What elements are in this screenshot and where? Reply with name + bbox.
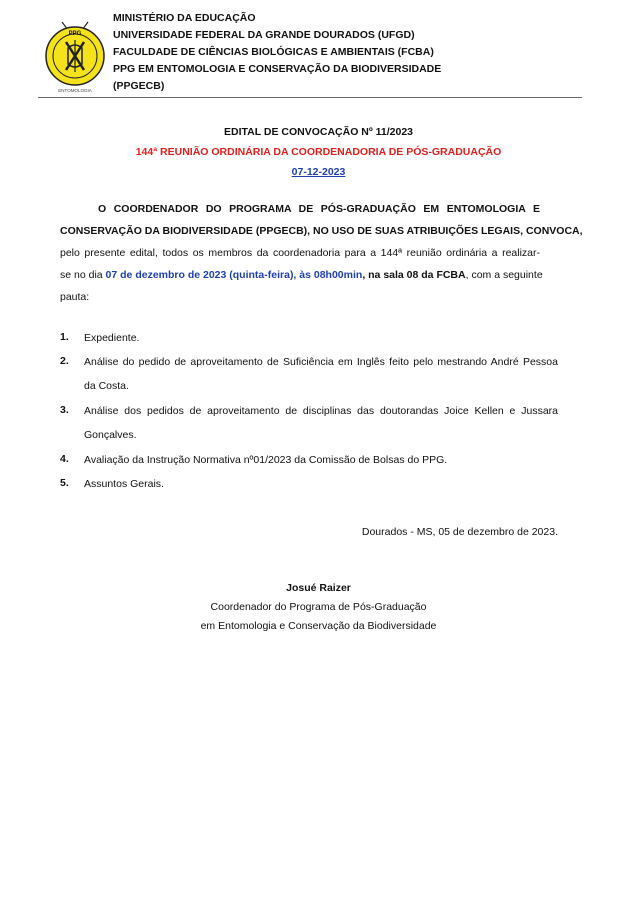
ppg-logo	[44, 12, 106, 96]
meeting-datetime: 07 de dezembro de 2023 (quinta-feira), às 08h00min	[105, 269, 363, 281]
signatory-name: Josué Raizer	[286, 582, 351, 594]
body-line-4: se no dia 07 de dezembro de 2023 (quinta-feira), às 08h00min, na sala 08 da FCBA, com a seguinte	[60, 269, 543, 281]
agenda-item-2-line-2: da Costa.	[84, 380, 129, 392]
header-line-program: PPG EM ENTOMOLOGIA E CONSERVAÇÃO DA BIODIVERSIDADE	[113, 63, 442, 75]
institution-header	[113, 10, 441, 95]
agenda-num-2: 2.	[60, 355, 69, 367]
agenda-item-4: Avaliação da Instrução Normativa nº01/2023 da Comissão de Bolsas do PPG.	[84, 454, 448, 466]
place-date: Dourados - MS, 05 de dezembro de 2023.	[361, 526, 558, 538]
agenda-num-5: 5.	[60, 477, 69, 489]
agenda-item-5: Assuntos Gerais.	[84, 478, 164, 490]
agenda-num-4: 4.	[60, 453, 69, 465]
logo-caption: ENTOMOLOGIA	[58, 88, 92, 93]
body-line-3: pelo presente edital, todos os membros da coordenadoria para a 144ª reunião ordinária a realizar-	[60, 247, 540, 259]
ppg-logo-icon	[44, 12, 106, 96]
body-line-2: CONSERVAÇÃO DA BIODIVERSIDADE (PPGECB), NO USO DE SUAS ATRIBUIÇÕES LEGAIS, CONVOCA,	[60, 225, 583, 237]
edital-title: EDITAL DE CONVOCAÇÃO Nº 11/2023	[224, 126, 413, 138]
agenda-num-1: 1.	[60, 331, 69, 343]
agenda-num-3: 3.	[60, 404, 69, 416]
signatory-role-1: Coordenador do Programa de Pós-Graduação	[210, 601, 427, 613]
meeting-subtitle: 144ª REUNIÃO ORDINÁRIA DA COORDENADORIA DE PÓS-GRADUAÇÃO	[135, 146, 502, 158]
meeting-date: 07-12-2023	[291, 166, 346, 178]
signatory-role-2: em Entomologia e Conservação da Biodiversidade	[200, 620, 437, 632]
agenda-item-3-line-2: Gonçalves.	[84, 429, 137, 441]
header-line-acronym: (PPGECB)	[113, 80, 165, 92]
meeting-room: , na sala 08 da FCBA	[362, 269, 466, 281]
body-line-1: O COORDENADOR DO PROGRAMA DE PÓS-GRADUAÇÃO EM ENTOMOLOGIA E	[98, 203, 540, 215]
header-line-faculty: FACULDADE DE CIÊNCIAS BIOLÓGICAS E AMBIENTAIS (FCBA)	[113, 46, 434, 58]
agenda-item-2-line-1: Análise do pedido de aproveitamento de Suficiência em Inglês feito pelo mestrando André Pessoa	[84, 356, 558, 368]
header-divider	[38, 97, 582, 98]
logo-text: PPG	[68, 31, 82, 37]
body-line-5: pauta:	[60, 291, 90, 303]
agenda-item-3-line-1: Análise dos pedidos de aproveitamento de disciplinas das doutorandas Joice Kellen e Jussara	[84, 405, 558, 417]
header-line-university: UNIVERSIDADE FEDERAL DA GRANDE DOURADOS (UFGD)	[113, 29, 415, 41]
agenda-item-1: Expediente.	[84, 332, 140, 344]
header-line-ministry: MINISTÉRIO DA EDUCAÇÃO	[113, 12, 256, 24]
